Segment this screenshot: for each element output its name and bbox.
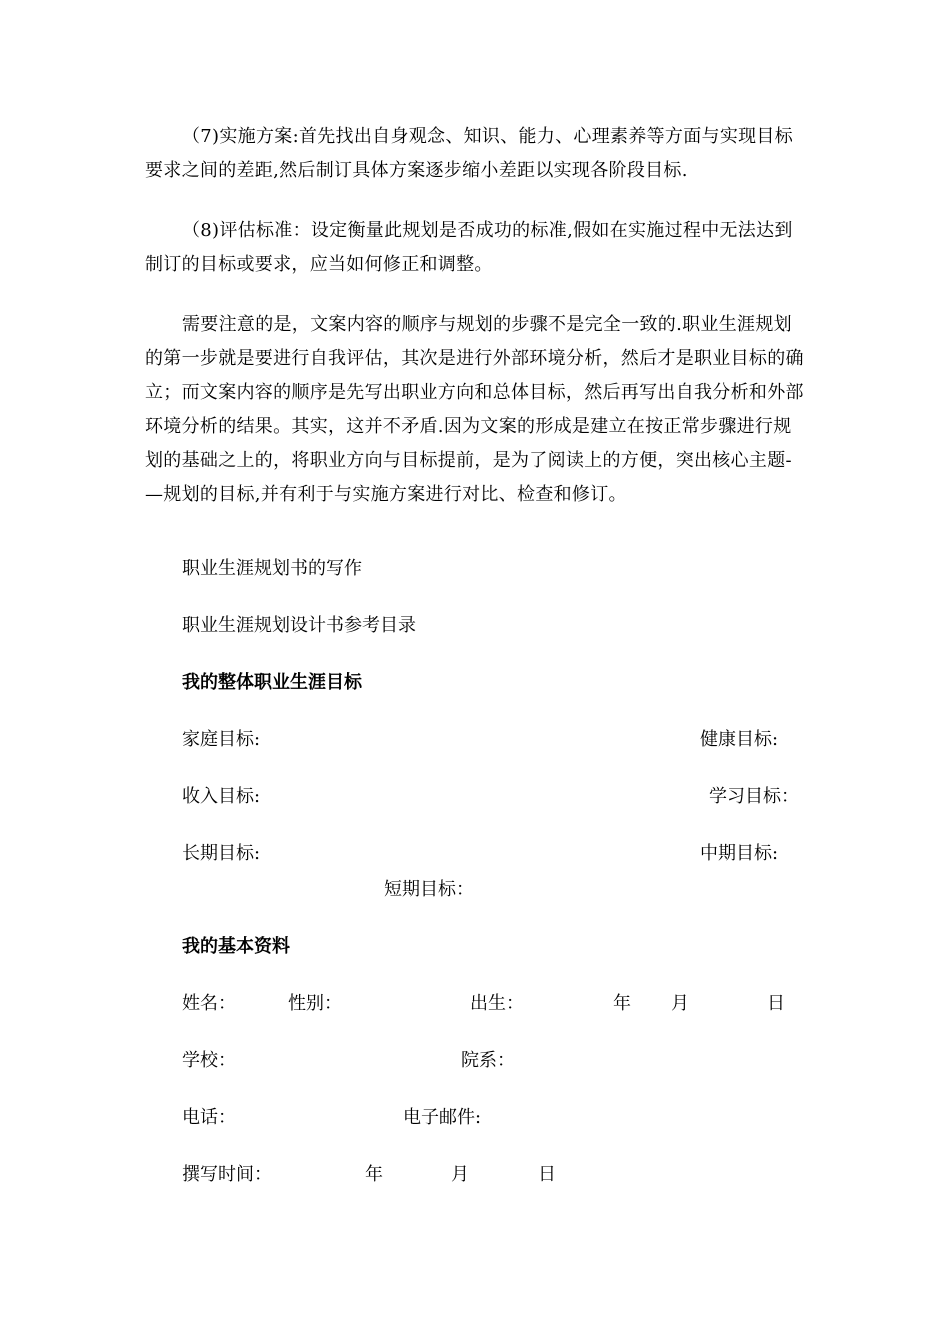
label-birth-year: 年 [613, 993, 631, 1014]
label-income-goal: 收入目标: [182, 786, 261, 807]
label-mid-term-goal: 中期目标: [700, 843, 779, 864]
heading-basic-info: 我的基本资料 [182, 936, 290, 957]
paragraph-note: 需要注意的是，文案内容的顺序与规划的步骤不是完全一致的.职业生涯规划的第一步就是要进行自我评估，其次是进行外部环境分析，然后才是职业目标的确立；而文案内容的顺序是先写出职业方向和总体目标，然后再写出自我分析和外部环境分析的结果。其实，这并不矛盾.因为文案的形成是建立在按正常步骤进行规划的基础之上的，将职业方向与目标提前，是为了阅读上的方便，突出核心主题-—规划的目标,并有利于与实施方案进行对比、检查和修订。 [145, 314, 804, 505]
label-written-day: 日 [538, 1164, 556, 1185]
label-gender: 性别： [288, 993, 342, 1014]
label-written-time: 撰写时间： [182, 1164, 272, 1185]
label-birth-day: 日 [767, 993, 785, 1014]
label-school: 学校： [182, 1050, 236, 1071]
paragraph-implementation-plan: （7)实施方案:首先找出自身观念、知识、能力、心理素养等方面与实现目标要求之间的差距,然后制订具体方案逐步缩小差距以实现各阶段目标. [145, 126, 794, 181]
label-birth: 出生： [470, 993, 524, 1014]
heading-writing: 职业生涯规划书的写作 [182, 558, 362, 579]
label-written-month: 月 [451, 1164, 469, 1185]
heading-overall-goals: 我的整体职业生涯目标 [182, 672, 362, 693]
label-name: 姓名： [182, 993, 236, 1014]
label-health-goal: 健康目标: [700, 729, 779, 750]
label-family-goal: 家庭目标: [182, 729, 261, 750]
label-short-term-goal: 短期目标： [384, 879, 474, 900]
heading-toc: 职业生涯规划设计书参考目录 [182, 615, 416, 636]
label-long-term-goal: 长期目标: [182, 843, 261, 864]
label-email: 电子邮件: [403, 1107, 482, 1128]
label-phone: 电话： [182, 1107, 236, 1128]
label-department: 院系： [461, 1050, 515, 1071]
label-written-year: 年 [365, 1164, 383, 1185]
paragraph-evaluation-standard: （8)评估标准：设定衡量此规划是否成功的标准,假如在实施过程中无法达到制订的目标或要求，应当如何修正和调整。 [145, 220, 793, 275]
label-study-goal: 学习目标： [709, 786, 799, 807]
label-birth-month: 月 [671, 993, 689, 1014]
